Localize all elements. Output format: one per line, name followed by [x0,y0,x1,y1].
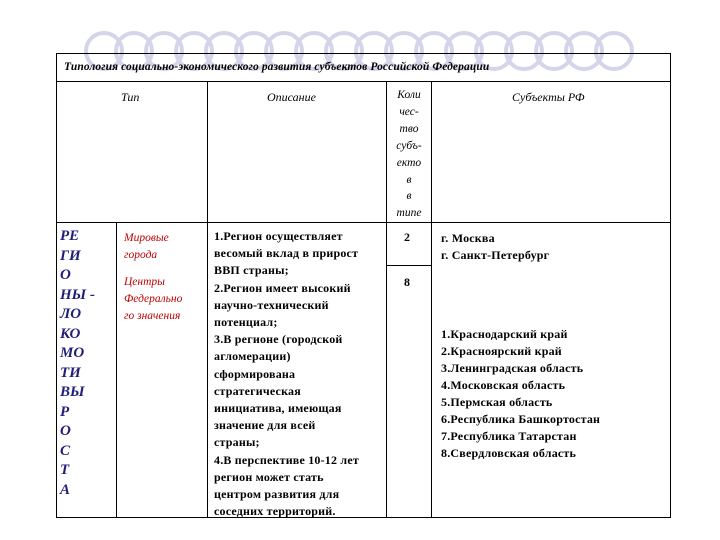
subjects-world-cities [441,230,549,264]
subject-item: г. Санкт-Петербург [441,248,550,262]
subject-item: 4.Московская область [441,378,566,392]
description-line: ВВП страны; [214,263,289,278]
subject-item: 2.Красноярский край [441,344,562,358]
header-row-divider [56,222,670,223]
table-border-left [56,53,57,518]
description-line: центром развития для [214,487,340,502]
table-border-bottom [56,517,670,518]
header-count-line: Коли [397,89,421,101]
group-label-line: ВЫ [60,384,85,400]
group-label-regions [60,227,95,500]
group-label-line: МО [60,345,85,361]
description-line: 1.Регион осуществляет [214,229,343,243]
header-subjects: Субъекты РФ [512,90,585,104]
header-count-line: типе [396,207,422,220]
header-count-line: чес- [399,105,419,118]
header-count-line: субъ- [396,139,422,152]
description-text [214,228,359,520]
group-label-line: А [60,481,71,498]
description-line: значение для всей [214,418,316,433]
subject-item: 1.Краснодарский край [441,327,568,341]
description-line: 4.В перспективе 10-12 лет [214,452,359,467]
table-border-right [670,53,671,518]
group-label-line: КО [60,325,81,342]
group-label-line: РЕ [60,228,80,244]
group-label-line: О [60,423,71,439]
subject-item: 5.Пермская область [441,395,553,409]
header-count-line: тво [399,122,419,135]
description-line: инициатива, имеющая [214,401,342,416]
group-label-line: НЫ - [60,286,95,303]
header-description: Описание [267,90,316,104]
column-divider [386,81,387,518]
description-line: агломерации) [214,349,291,364]
description-line: страны; [214,435,260,450]
header-count-line: в [406,173,412,186]
count-federal-centers: 8 [404,275,410,289]
column-divider [116,222,117,518]
description-line: сформирована [214,366,296,381]
description-line: соседних территорий. [214,504,336,519]
count-divider [386,265,431,266]
description-line: научно-технический [214,297,329,312]
group-label-line: Т [60,462,70,478]
subtype-line: Федерально [124,293,183,305]
subtype-line: Мировые [124,232,169,244]
subject-item: 6.Республика Башкортостан [441,412,601,426]
description-line: регион может стать [214,469,324,484]
title-row-divider [56,81,670,82]
description-line: 3.В регионе (городской [214,332,343,347]
description-line: весомый вклад в прирост [214,246,359,261]
column-divider [207,81,208,518]
header-count [389,87,429,222]
group-label-line: Р [60,403,70,420]
subjects-federal-centers [441,326,600,462]
count-world-cities: 2 [404,230,410,244]
table-title: Типология социально-экономического развития субъектов Российской Федерации [64,61,490,73]
description-line: стратегическая [214,383,301,398]
subject-item: 3.Ленинградская область [441,361,584,375]
subject-item: 7.Республика Татарстан [441,429,577,443]
header-type: Тип [121,90,140,104]
description-line: потенциал; [214,315,278,330]
column-divider [431,81,432,518]
table-border-top [56,53,670,54]
subtype-line: го значения [124,310,181,322]
subtype-line: города [124,249,158,261]
group-label-line: ТИ [60,364,81,381]
subject-item: 8.Свердловская область [441,446,577,460]
group-label-line: О [60,267,71,283]
group-label-line: С [60,442,71,459]
group-label-line: ЛО [60,306,82,322]
subtype-world-cities [124,230,169,264]
subject-item: г. Москва [441,231,495,245]
header-count-line: екто [396,156,422,169]
decorative-ring [594,31,634,71]
subtype-line: Центры [124,276,165,288]
subtype-federal-centers [124,274,182,325]
description-line: 2.Регион имеет высокий [214,280,351,295]
header-count-line: в [406,190,412,203]
group-label-line: ГИ [60,247,81,264]
